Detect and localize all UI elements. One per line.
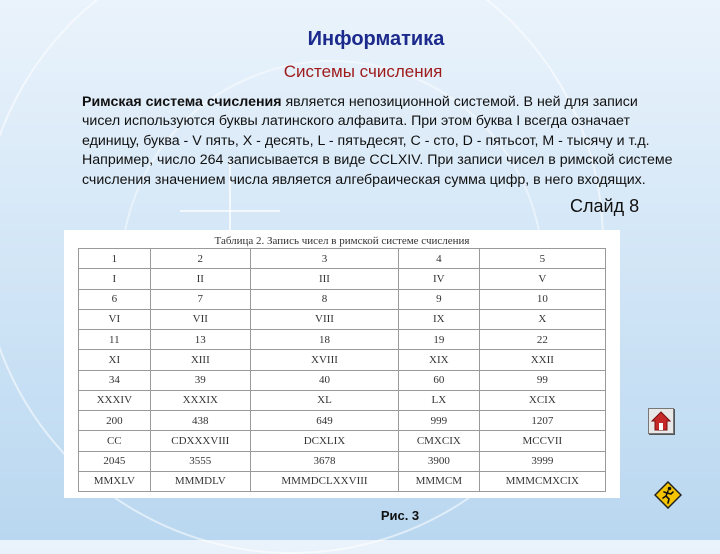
table-row [79, 289, 606, 309]
exit-button[interactable] [654, 481, 682, 509]
table-caption: Таблица 2. Запись чисел в римской системе счисления [214, 235, 470, 247]
table-cell: LX [399, 390, 480, 410]
roman-numerals-table-panel [64, 230, 620, 498]
table-cell: 1207 [479, 411, 605, 431]
table-cell: MMMDCLXXVIII [250, 471, 398, 491]
table-cell: XIII [150, 350, 250, 370]
figure-label: Рис. 3 [380, 508, 420, 523]
table-row [79, 350, 606, 370]
table-cell: 3 [250, 249, 398, 269]
table-cell: 3555 [150, 451, 250, 471]
table-cell: II [150, 269, 250, 289]
table-row [79, 431, 606, 451]
table-cell: 438 [150, 411, 250, 431]
body-paragraph [82, 93, 678, 190]
table-cell: 99 [479, 370, 605, 390]
table-row [79, 370, 606, 390]
table-row [79, 451, 606, 471]
table-cell: 9 [399, 289, 480, 309]
table-cell: 3999 [479, 451, 605, 471]
slide-number-label: Слайд 8 [570, 196, 640, 216]
table-cell: X [479, 309, 605, 329]
table-cell: CMXCIX [399, 431, 480, 451]
table-cell: MMMDLV [150, 471, 250, 491]
table-cell: 999 [399, 411, 480, 431]
table-cell: 5 [479, 249, 605, 269]
table-cell: 13 [150, 330, 250, 350]
page-subtitle: Системы счисления [283, 62, 443, 81]
table-cell: 40 [250, 370, 398, 390]
roman-numerals-table [78, 248, 606, 492]
table-cell: MCCVII [479, 431, 605, 451]
table-cell: 3900 [399, 451, 480, 471]
table-cell: 200 [79, 411, 151, 431]
table-cell: XCIX [479, 390, 605, 410]
table-cell: 8 [250, 289, 398, 309]
table-cell: 39 [150, 370, 250, 390]
table-row [79, 309, 606, 329]
table-cell: 4 [399, 249, 480, 269]
table-cell: MMXLV [79, 471, 151, 491]
table-cell: DCXLIX [250, 431, 398, 451]
table-cell: XI [79, 350, 151, 370]
table-cell: CC [79, 431, 151, 451]
table-cell: IX [399, 309, 480, 329]
table-cell: 6 [79, 289, 151, 309]
page-title: Информатика [307, 28, 445, 50]
running-man-icon [654, 481, 682, 509]
table-cell: MMMCM [399, 471, 480, 491]
table-cell: III [250, 269, 398, 289]
table-cell: V [479, 269, 605, 289]
table-cell: 649 [250, 411, 398, 431]
table-cell: 19 [399, 330, 480, 350]
table-row [79, 269, 606, 289]
table-cell: VI [79, 309, 151, 329]
table-cell: 7 [150, 289, 250, 309]
table-cell: 10 [479, 289, 605, 309]
table-row [79, 330, 606, 350]
table-cell: 2045 [79, 451, 151, 471]
table-cell: IV [399, 269, 480, 289]
table-cell: 11 [79, 330, 151, 350]
table-row [79, 249, 606, 269]
table-cell: XXII [479, 350, 605, 370]
house-icon [649, 409, 673, 433]
table-row [79, 390, 606, 410]
home-button[interactable] [648, 408, 674, 434]
body-text: является непозиционной системой. В ней для записи чисел используются буквы латинского алфавита. При этом буква I всегда означает единицу, буква - V пять, X - десять, L - пятьдесят, C - сто, D - пятьсот, M - тысячу и т.д. Например, число 264 записывается в виде CCLXIV. При записи чисел в римской системе счисления значением числа является алгебраическая сумма цифр, в него входящих. [82, 94, 673, 188]
table-cell: 2 [150, 249, 250, 269]
table-cell: 1 [79, 249, 151, 269]
table-cell: 3678 [250, 451, 398, 471]
table-row [79, 411, 606, 431]
table-cell: XIX [399, 350, 480, 370]
table-cell: VIII [250, 309, 398, 329]
table-cell: MMMCMXCIX [479, 471, 605, 491]
table-cell: 34 [79, 370, 151, 390]
table-cell: XXXIX [150, 390, 250, 410]
table-cell: 18 [250, 330, 398, 350]
table-cell: 60 [399, 370, 480, 390]
table-cell: XVIII [250, 350, 398, 370]
table-cell: CDXXXVIII [150, 431, 250, 451]
body-lead-bold: Римская система счисления [82, 94, 282, 110]
table-row [79, 471, 606, 491]
table-cell: I [79, 269, 151, 289]
table-cell: VII [150, 309, 250, 329]
table-cell: XL [250, 390, 398, 410]
table-cell: 22 [479, 330, 605, 350]
table-cell: XXXIV [79, 390, 151, 410]
